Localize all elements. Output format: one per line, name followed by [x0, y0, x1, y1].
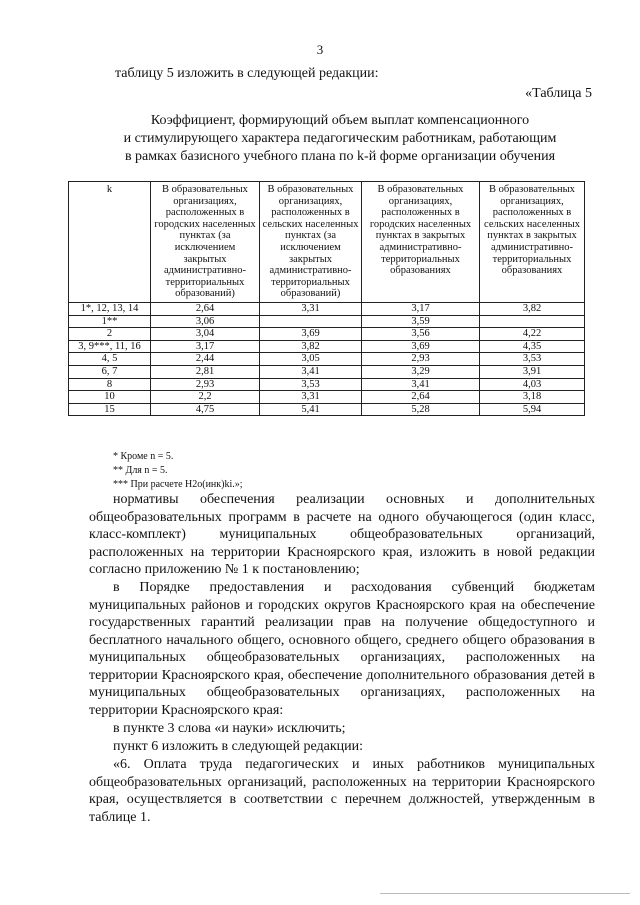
page-number: 3	[316, 42, 324, 57]
col-header-rural-closed: В образовательных организациях, расположенных в сельских населенных пунктах в закрытых административно-территориальных образованиях	[480, 182, 585, 303]
table-cell	[480, 315, 585, 328]
table-cell: 2,64	[151, 302, 260, 315]
table-cell: 3, 9***, 11, 16	[69, 340, 151, 353]
footnote: ** Для n = 5.	[113, 465, 168, 476]
intro-line: таблицу 5 изложить в следующей редакции:	[115, 66, 379, 81]
table-cell: 10	[69, 391, 151, 404]
table-cell: 6, 7	[69, 365, 151, 378]
table-row	[69, 340, 585, 353]
table-cell: 3,59	[362, 315, 480, 328]
table-row	[69, 365, 585, 378]
table-label: «Таблица 5	[525, 86, 592, 101]
table-title	[60, 112, 620, 166]
footnote: * Кроме n = 5.	[113, 451, 174, 462]
table-cell: 4,22	[480, 328, 585, 341]
col-header-k: k	[69, 182, 151, 303]
table-cell: 2,93	[151, 378, 260, 391]
table-cell: 3,17	[151, 340, 260, 353]
table-cell: 5,41	[260, 403, 362, 416]
table-cell: 3,53	[260, 378, 362, 391]
table-cell: 3,04	[151, 328, 260, 341]
table-cell: 1**	[69, 315, 151, 328]
paragraph-text: «6. Оплата труда педагогических и иных работников муниципальных общеобразовательных организаций, расположенных на территории Красноярского края, осуществляется в соответствии с перечнем должностей, утвержденным в таблице 1.	[89, 757, 595, 825]
table-cell: 5,28	[362, 403, 480, 416]
footer-divider	[380, 893, 630, 894]
table-cell: 3,18	[480, 391, 585, 404]
clause-3-line: в пункте 3 слова «и науки» исключить;	[113, 721, 346, 736]
table-cell: 4, 5	[69, 353, 151, 366]
title-line: в рамках базисного учебного плана по k-й форме организации обучения	[124, 149, 556, 164]
table-cell: 3,53	[480, 353, 585, 366]
table-cell: 2,81	[151, 365, 260, 378]
table-row	[69, 403, 585, 416]
table-cell: 15	[69, 403, 151, 416]
table-cell: 2,44	[151, 353, 260, 366]
table-cell: 3,69	[362, 340, 480, 353]
table-cell: 3,82	[480, 302, 585, 315]
table-row	[69, 391, 585, 404]
table-row	[69, 353, 585, 366]
table-cell: 1*, 12, 13, 14	[69, 302, 151, 315]
table-cell: 4,03	[480, 378, 585, 391]
col-header-urban: В образовательных организациях, расположенных в городских населенных пунктах (за исключением закрытых административно-территориальных образований)	[151, 182, 260, 303]
table-cell: 3,06	[151, 315, 260, 328]
table-cell: 3,82	[260, 340, 362, 353]
table-cell: 8	[69, 378, 151, 391]
table-header-row	[69, 182, 585, 303]
table-cell: 2,93	[362, 353, 480, 366]
table-cell: 3,41	[260, 365, 362, 378]
coefficient-table	[68, 181, 585, 416]
paragraph-subventions	[89, 579, 595, 719]
table-cell: 2,64	[362, 391, 480, 404]
table-cell: 3,91	[480, 365, 585, 378]
table-cell: 3,69	[260, 328, 362, 341]
table-row	[69, 378, 585, 391]
paragraph-quote	[89, 756, 595, 826]
col-header-rural: В образовательных организациях, расположенных в сельских населенных пунктах (за исключением закрытых административно-территориальных образований)	[260, 182, 362, 303]
table-row	[69, 315, 585, 328]
table-cell: 4,35	[480, 340, 585, 353]
clause-6-line: пункт 6 изложить в следующей редакции:	[113, 739, 363, 754]
table-cell: 3,56	[362, 328, 480, 341]
table-cell: 4,75	[151, 403, 260, 416]
table-cell: 3,05	[260, 353, 362, 366]
col-header-urban-closed: В образовательных организациях, расположенных в городских населенных пунктах в закрытых административно-территориальных образованиях	[362, 182, 480, 303]
table-cell: 3,31	[260, 391, 362, 404]
table-cell: 2	[69, 328, 151, 341]
table-cell: 3,17	[362, 302, 480, 315]
table-cell: 5,94	[480, 403, 585, 416]
footnote: *** При расчете H2о(инк)ki.»;	[113, 479, 243, 490]
title-line: Коэффициент, формирующий объем выплат компенсационного	[150, 113, 530, 128]
paragraph-text: нормативы обеспечения реализации основных и дополнительных общеобразовательных программ в расчете на одного обучающегося (один класс, класс-комплект) муниципальных общеобразовательных организаций, расположенных на территории Красноярского края, изложить в новой редакции согласно приложению № 1 к постановлению;	[89, 492, 595, 577]
table-row	[69, 302, 585, 315]
table-cell: 2,2	[151, 391, 260, 404]
table-cell: 3,31	[260, 302, 362, 315]
table-cell	[260, 315, 362, 328]
table-row	[69, 328, 585, 341]
title-line: и стимулирующего характера педагогическим работникам, работающим	[123, 131, 557, 146]
paragraph-text: в Порядке предоставления и расходования субвенций бюджетам муниципальных районов и городских округов Красноярского края на обеспечение государственных гарантий реализации прав на получение общедоступного и бесплатного начального общего, основного общего, среднего общего образования в муниципальных общеобразовательных организациях, расположенных на территории Красноярского края, обеспечение дополнительного образования детей в муниципальных общеобразовательных организациях, расположенных на территории Красноярского края:	[89, 580, 595, 718]
paragraph-normatives	[89, 491, 595, 579]
table-cell: 3,29	[362, 365, 480, 378]
table-cell: 3,41	[362, 378, 480, 391]
table-footnotes	[113, 450, 243, 492]
